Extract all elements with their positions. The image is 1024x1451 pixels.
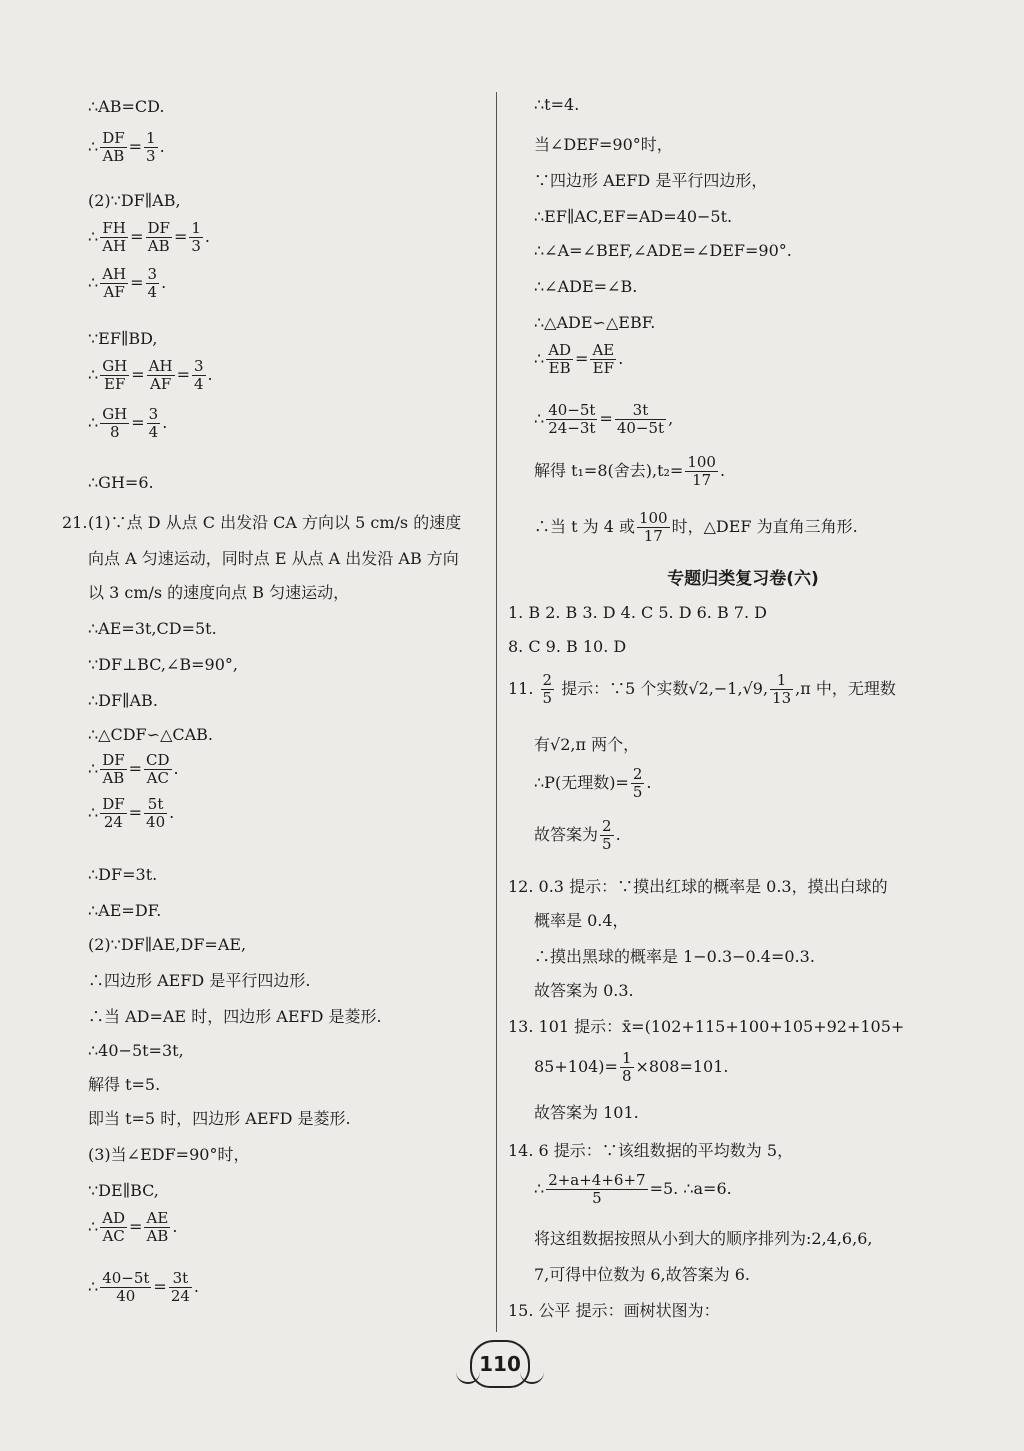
answer-line: ∴ $\frac{GH}{EF}$ = $\frac{AH}{AF}$ = $\frac{3}{4}$ . bbox=[88, 357, 213, 393]
answer-line: ∴ $\frac{AH}{AF}$ = $\frac{3}{4}$ . bbox=[88, 265, 167, 301]
fraction: $\frac{CD}{AC}$ bbox=[146, 751, 170, 787]
answer-line: 解得 t=5. bbox=[88, 1075, 161, 1094]
fraction: $\frac{1}{8}$ bbox=[621, 1049, 632, 1085]
answer-line: 解得 t₁=8(舍去),t₂= $\frac{100}{17}$ . bbox=[534, 453, 726, 489]
fraction: $\frac{2}{5}$ bbox=[542, 671, 553, 707]
fraction: $\frac{40-5t}{24-3t}$ bbox=[548, 401, 596, 437]
answer-line: 15. 公平 提示：画树状图为： bbox=[508, 1301, 720, 1320]
answer-line: 向点 A 匀速运动，同时点 E 从点 A 出发沿 AB 方向 bbox=[88, 549, 459, 568]
answer-line: (2)∵DF∥AB, bbox=[88, 191, 181, 210]
answer-line: 13. 101 提示：x̄=(102+115+100+105+92+105+ bbox=[508, 1017, 905, 1036]
fraction: $\frac{GH}{8}$ bbox=[102, 405, 128, 441]
answer-line: ∵DE∥BC, bbox=[88, 1181, 159, 1200]
column-divider bbox=[496, 92, 497, 1332]
answer-line: ∴GH=6. bbox=[88, 473, 154, 492]
answer-line: 即当 t=5 时，四边形 AEFD 是菱形. bbox=[88, 1109, 351, 1128]
answer-line: ∴ $\frac{AD}{EB}$ = $\frac{AE}{EF}$ . bbox=[534, 341, 624, 377]
fraction: $\frac{DF}{AB}$ bbox=[102, 751, 125, 787]
answer-line: (2)∵DF∥AE,DF=AE, bbox=[88, 935, 247, 954]
fraction: $\frac{AD}{EB}$ bbox=[548, 341, 572, 377]
answer-line: ∴ $\frac{DF}{AB}$ = $\frac{CD}{AC}$ . bbox=[88, 751, 179, 787]
answer-line: ∵EF∥BD, bbox=[88, 329, 158, 348]
question-number: 21. bbox=[62, 513, 88, 532]
answer-line: ∴AB=CD. bbox=[88, 97, 165, 116]
answer-line: ∴DF∥AB. bbox=[88, 691, 158, 710]
answer-line: 以 3 cm/s 的速度向点 B 匀速运动， bbox=[88, 583, 350, 602]
answer-line: 概率是 0.4， bbox=[534, 911, 629, 930]
answer-line: ∴四边形 AEFD 是平行四边形. bbox=[88, 971, 311, 990]
answer-line: 21.(1)∵点 D 从点 C 出发沿 CA 方向以 5 cm/s 的速度 bbox=[62, 513, 462, 532]
fraction: $\frac{2+a+4+6+7}{5}$ bbox=[548, 1171, 646, 1207]
fraction: $\frac{40-5t}{40}$ bbox=[102, 1269, 150, 1305]
answer-line: ∴t=4. bbox=[534, 95, 580, 114]
answer-line: 1. B 2. B 3. D 4. C 5. D 6. B 7. D bbox=[508, 603, 767, 622]
answer-line: ∴△CDF∽△CAB. bbox=[88, 725, 214, 744]
fraction: $\frac{100}{17}$ bbox=[687, 453, 716, 489]
fraction: $\frac{AD}{AC}$ bbox=[102, 1209, 126, 1245]
fraction: $\frac{3}{4}$ bbox=[148, 405, 159, 441]
section-heading: 专题归类复习卷(六) bbox=[667, 569, 819, 589]
fraction: $\frac{AH}{AF}$ bbox=[102, 265, 127, 301]
fraction: $\frac{1}{3}$ bbox=[146, 129, 156, 165]
answer-line: ∴∠ADE=∠B. bbox=[534, 277, 638, 296]
answer-line: 7,可得中位数为 6,故答案为 6. bbox=[534, 1265, 750, 1284]
fraction: $\frac{AE}{EF}$ bbox=[592, 341, 615, 377]
answer-line: 14. 6 提示：∵该组数据的平均数为 5， bbox=[508, 1141, 794, 1160]
answer-line: ∴40−5t=3t, bbox=[88, 1041, 184, 1060]
answer-line: ∴ $\frac{2+a+4+6+7}{5}$ =5. ∴a=6. bbox=[534, 1171, 732, 1207]
page-number: 110 bbox=[470, 1340, 530, 1388]
fraction: $\frac{DF}{AB}$ bbox=[147, 219, 170, 255]
answer-line: ∵DF⊥BC,∠B=90°, bbox=[88, 655, 238, 674]
fraction: $\frac{2}{5}$ bbox=[602, 817, 612, 853]
answer-line: 有√2,π 两个， bbox=[534, 735, 640, 754]
fraction: $\frac{1}{13}$ bbox=[772, 671, 792, 707]
fraction: $\frac{DF}{24}$ bbox=[102, 795, 125, 831]
fraction: $\frac{3}{4}$ bbox=[147, 265, 158, 301]
answer-line: 85+104)= $\frac{1}{8}$ ×808=101. bbox=[534, 1049, 729, 1085]
fraction: $\frac{1}{3}$ bbox=[191, 219, 201, 255]
fraction: $\frac{GH}{EF}$ bbox=[102, 357, 128, 393]
answer-line: 故答案为 0.3. bbox=[534, 981, 634, 1000]
fraction: $\frac{3t}{24}$ bbox=[170, 1269, 190, 1305]
fraction: $\frac{AE}{AB}$ bbox=[146, 1209, 169, 1245]
fraction: $\frac{2}{5}$ bbox=[632, 765, 643, 801]
answer-line: ∴当 t 为 4 或 $\frac{100}{17}$ 时，△DEF 为直角三角形. bbox=[534, 509, 858, 545]
answer-line: ∴AE=3t,CD=5t. bbox=[88, 619, 217, 638]
answer-line: ∴∠A=∠BEF,∠ADE=∠DEF=90°. bbox=[534, 241, 792, 260]
answer-line: 将这组数据按照从小到大的顺序排列为:2,4,6,6, bbox=[534, 1229, 873, 1248]
answer-line: ∴摸出黑球的概率是 1−0.3−0.4=0.3. bbox=[534, 947, 815, 966]
answer-line: (3)当∠EDF=90°时， bbox=[88, 1145, 250, 1164]
answer-line: ∴ $\frac{40-5t}{40}$ = $\frac{3t}{24}$ . bbox=[88, 1269, 200, 1305]
fraction: $\frac{100}{17}$ bbox=[638, 509, 668, 545]
answer-line: ∴AE=DF. bbox=[88, 901, 162, 920]
answer-line: 故答案为 $\frac{2}{5}$ . bbox=[534, 817, 621, 853]
answer-line: ∴DF=3t. bbox=[88, 865, 158, 884]
answer-line: 11. $\frac{2}{5}$ 提示：∵5 个实数√2,−1,√9, $\frac{1}{13}$ ,π 中，无理数 bbox=[508, 671, 896, 707]
fraction: $\frac{5t}{40}$ bbox=[146, 795, 166, 831]
answer-line: ∴ $\frac{GH}{8}$ = $\frac{3}{4}$ . bbox=[88, 405, 168, 441]
fraction: $\frac{3t}{40-5t}$ bbox=[616, 401, 665, 437]
answer-line: 12. 0.3 提示：∵摸出红球的概率是 0.3，摸出白球的 bbox=[508, 877, 888, 896]
answer-line: ∴ $\frac{FH}{AH}$ = $\frac{DF}{AB}$ = $\frac{1}{3}$ . bbox=[88, 219, 210, 255]
answer-line: ∴P(无理数)= $\frac{2}{5}$ . bbox=[534, 765, 652, 801]
answer-line: ∴ $\frac{DF}{AB}$ = $\frac{1}{3}$ . bbox=[88, 129, 165, 165]
fraction: $\frac{3}{4}$ bbox=[194, 357, 204, 393]
answer-line: ∴ $\frac{40-5t}{24-3t}$ = $\frac{3t}{40-5t}$ , bbox=[534, 401, 674, 437]
fraction: $\frac{AH}{AF}$ bbox=[148, 357, 173, 393]
answer-line: ∴当 AD=AE 时，四边形 AEFD 是菱形. bbox=[88, 1007, 382, 1026]
answer-line: 当∠DEF=90°时， bbox=[534, 135, 673, 154]
answer-line: ∴△ADE∽△EBF. bbox=[534, 313, 656, 332]
fraction: $\frac{FH}{AH}$ bbox=[102, 219, 127, 255]
answer-line: 8. C 9. B 10. D bbox=[508, 637, 627, 656]
answer-line: 故答案为 101. bbox=[534, 1103, 639, 1122]
fraction: $\frac{DF}{AB}$ bbox=[102, 129, 125, 165]
answer-line: ∴ $\frac{DF}{24}$ = $\frac{5t}{40}$ . bbox=[88, 795, 175, 831]
answer-line: ∴ $\frac{AD}{AC}$ = $\frac{AE}{AB}$ . bbox=[88, 1209, 178, 1245]
answer-line: ∵四边形 AEFD 是平行四边形， bbox=[534, 171, 768, 190]
answer-line: ∴EF∥AC,EF=AD=40−5t. bbox=[534, 207, 733, 226]
